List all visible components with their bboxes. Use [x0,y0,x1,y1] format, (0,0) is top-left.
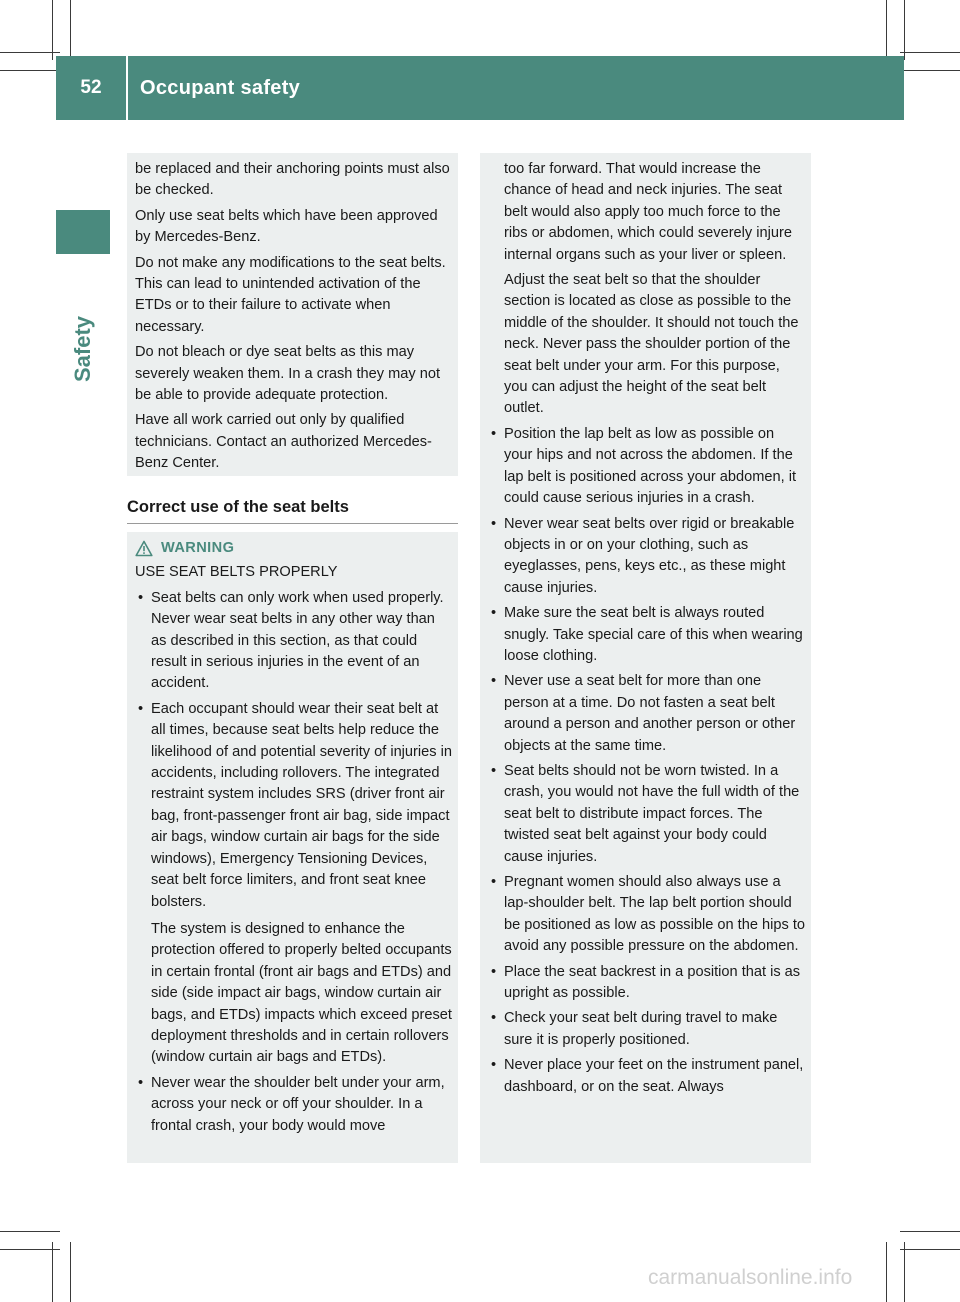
paragraph: too far forward. That would increase the chance of head and neck injuries. The seat belt would also apply too much force to the ribs or abdomen, which could severely injure internal organs such as your liver or spleen. [504,161,792,263]
paragraph: Only use seat belts which have been approved by Mercedes-Benz. [135,207,438,246]
warning-list [488,424,805,1098]
crop-mark [0,52,60,53]
crop-mark [900,70,960,71]
crop-mark [900,1231,960,1232]
list-item: • Never use a seat belt for more than one person at a time. Do not fasten a seat belt around a person and another person or other objects at the same time. [488,671,805,757]
section-heading: Correct use of the seat belts [127,498,458,524]
section-tab-label: Safety [70,315,95,382]
crop-mark [900,52,960,53]
list-item-text: Seat belts can only work when used properly. Never wear seat belts in any other way than as described in this section, as that could result in serious injuries in the event of an accident. [151,589,444,692]
list-item: • Never place your feet on the instrument panel, dashboard, or on the seat. Always [488,1055,805,1098]
crop-mark [904,0,905,60]
page-title: Occupant safety [140,77,301,99]
page-number: 52 [80,77,102,98]
page-header [56,56,904,120]
paragraph: Adjust the seat belt so that the shoulder section is located as close as possible to the middle of the shoulder. It should not touch the neck. Never pass the shoulder portion of the seat belt under your arm. For this purpose, you can adjust the height of the seat belt outlet. [504,272,799,417]
info-box-continued [127,153,458,476]
list-item: • Make sure the seat belt is always routed snugly. Take special care of this when wearing loose clothing. [488,603,805,667]
list-item: • Never wear seat belts over rigid or breakable objects in or on your clothing, such as eyeglasses, pens, keys etc., as these might cause injuries. [488,514,805,600]
crop-mark [70,1242,71,1302]
crop-mark [0,1249,60,1250]
section-tab-marker [56,210,110,254]
watermark: carmanualsonline.info [648,1266,853,1289]
list-item: • Check your seat belt during travel to make sure it is properly positioned. [488,1008,805,1051]
list-item-text: Each occupant should wear their seat belt at all times, because seat belts help reduce the likelihood of and potential severity of injuries in accidents, including rollovers. The integrated restraint system includes SRS (driver front air bag, front-passenger front air bag, side impact air bags, window curtain air bags for the side windows), Emergency Tensioning Devices, seat belt force limiters, and front seat knee bolsters. [151,700,452,910]
list-item [135,1073,452,1137]
list-item-paragraph: The system is designed to enhance the protection offered to properly belted occupants in certain frontal (front air bags and ETDs) and side (side impact air bags, window curtain air bags, and ETDs) impacts which exceed preset deployment thresholds and in certain rollovers (window curtain air bags and ETDs). [151,920,452,1066]
header-divider [126,56,128,120]
list-item: • Position the lap belt as low as possible on your hips and not across the abdomen. If the lap belt is positioned across your abdomen, it could cause serious injuries in a crash. [488,424,805,510]
crop-mark [0,1231,60,1232]
crop-mark [900,1249,960,1250]
crop-mark [70,0,71,60]
paragraph: be replaced and their anchoring points must also be checked. [135,161,450,199]
warning-header [135,538,452,559]
list-item: • Place the seat backrest in a position that is as upright as possible. [488,962,805,1005]
crop-mark [886,0,887,60]
warning-subtitle: USE SEAT BELTS PROPERLY [135,564,338,581]
continued-text [488,159,805,420]
paragraph: Do not make any modifications to the seat belts. This can lead to unintended activation of the ETDs or to their failure to activate when necessary. [135,254,446,335]
warning-triangle-icon [135,540,153,557]
warning-list [135,588,452,1137]
list-item: • Pregnant women should also always use a lap-shoulder belt. The lap belt portion should be positioned as low as possible on the hips to avoid any possible pressure on the abdomen. [488,872,805,958]
paragraph: Do not bleach or dye seat belts as this may severely weaken them. In a crash they may not be able to provide adequate protection. [135,344,440,404]
list-item [135,588,452,695]
list-item: • Seat belts should not be worn twisted. In a crash, you would not have the full width of the seat belt to distribute impact forces. The twisted seat belt against your body could cause injuries. [488,761,805,868]
list-item-text: Never wear the shoulder belt under your arm, across your neck or off your shoulder. In a frontal crash, your body would move [151,1074,445,1134]
crop-mark [52,1242,53,1302]
warning-label: WARNING [161,540,235,556]
warning-box [127,532,458,1163]
warning-box-continued [480,153,811,1163]
list-item [135,699,452,1069]
crop-mark [52,0,53,60]
paragraph: Have all work carried out only by qualified technicians. Contact an authorized Mercedes-Benz Center. [135,412,432,472]
crop-mark [0,70,60,71]
